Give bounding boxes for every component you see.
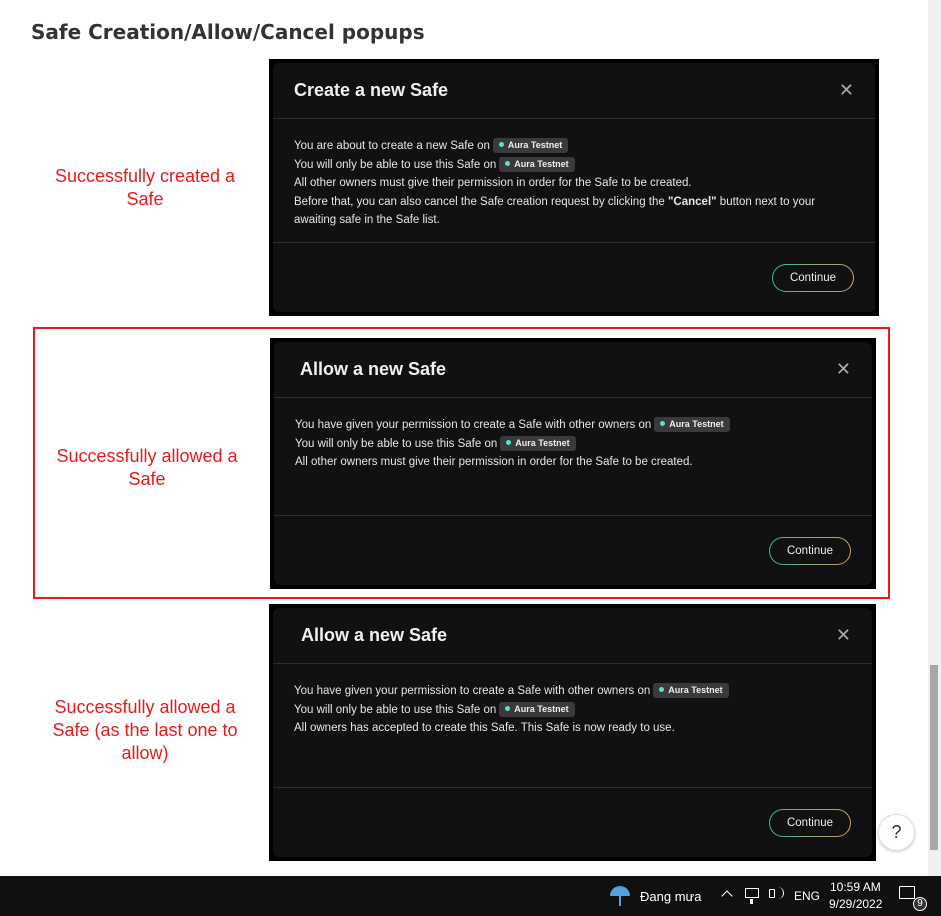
dialog-title: Allow a new Safe (301, 625, 448, 645)
scrollbar[interactable] (928, 0, 941, 876)
dialog-text: You are about to create a new Safe on (294, 140, 490, 152)
close-icon[interactable]: ✕ (835, 359, 851, 379)
notification-count: 9 (913, 897, 927, 911)
allow-safe-dialog (274, 342, 872, 585)
rain-umbrella-icon (610, 886, 630, 896)
dialog-text: All other owners must give their permission in order for the Safe to be created. (294, 177, 692, 189)
allow-safe-last-dialog (273, 608, 872, 857)
network-chip: Aura Testnet (653, 683, 728, 698)
dialog-text: Before that, you can also cancel the Safe creation request by clicking the "Cancel" button next to your awaiting safe in the Safe list. (294, 195, 816, 226)
section-label: Successfully allowed a Safe (as the last one to allow) (52, 697, 238, 763)
notifications-icon[interactable] (899, 886, 915, 899)
dialog-title: Allow a new Safe (300, 359, 447, 379)
create-safe-dialog (273, 63, 875, 312)
dialog-text: You have given your permission to create a Safe with other owners on (294, 685, 651, 697)
continue-button[interactable]: Continue (769, 537, 851, 565)
dialog-text: You will only be able to use this Safe on (294, 703, 497, 716)
dialog-text: All owners has accepted to create this Safe. This Safe is now ready to use. (294, 722, 675, 734)
continue-button[interactable]: Continue (769, 809, 851, 837)
network-icon[interactable] (745, 888, 759, 898)
taskbar (0, 876, 941, 916)
dialog-text: All other owners must give their permission in order for the Safe to be created. (295, 456, 693, 468)
network-chip: Aura Testnet (499, 702, 574, 717)
scrollbar-thumb[interactable] (930, 665, 938, 850)
help-button[interactable]: ? (878, 814, 915, 851)
chevron-up-icon[interactable] (721, 890, 732, 901)
allow-safe-screenshot (270, 338, 876, 589)
weather-text[interactable]: Đang mưa (640, 889, 702, 904)
close-icon[interactable]: ✕ (835, 625, 851, 645)
page-title: Safe Creation/Allow/Cancel popups (31, 20, 425, 44)
clock-date[interactable]: 9/29/2022 (829, 897, 883, 911)
section-label: Successfully created a Safe (54, 166, 236, 209)
dialog-title: Create a new Safe (294, 80, 449, 100)
dialog-text: You will only be able to use this Safe on (295, 437, 498, 450)
dialog-text: You will only be able to use this Safe on (294, 158, 497, 171)
create-safe-screenshot (269, 59, 879, 316)
close-icon[interactable]: ✕ (838, 80, 854, 100)
clock-time[interactable]: 10:59 AM (830, 880, 881, 894)
dialog-text: You have given your permission to create a Safe with other owners on (295, 419, 652, 431)
continue-button[interactable]: Continue (772, 264, 854, 292)
network-chip: Aura Testnet (493, 138, 568, 153)
network-chip: Aura Testnet (500, 436, 575, 451)
section-label: Successfully allowed a Safe (56, 446, 238, 489)
network-chip: Aura Testnet (499, 157, 574, 172)
language-indicator[interactable]: ENG (794, 889, 821, 903)
network-chip: Aura Testnet (654, 417, 729, 432)
volume-icon[interactable] (769, 889, 775, 898)
allow-safe-last-screenshot (269, 604, 876, 861)
